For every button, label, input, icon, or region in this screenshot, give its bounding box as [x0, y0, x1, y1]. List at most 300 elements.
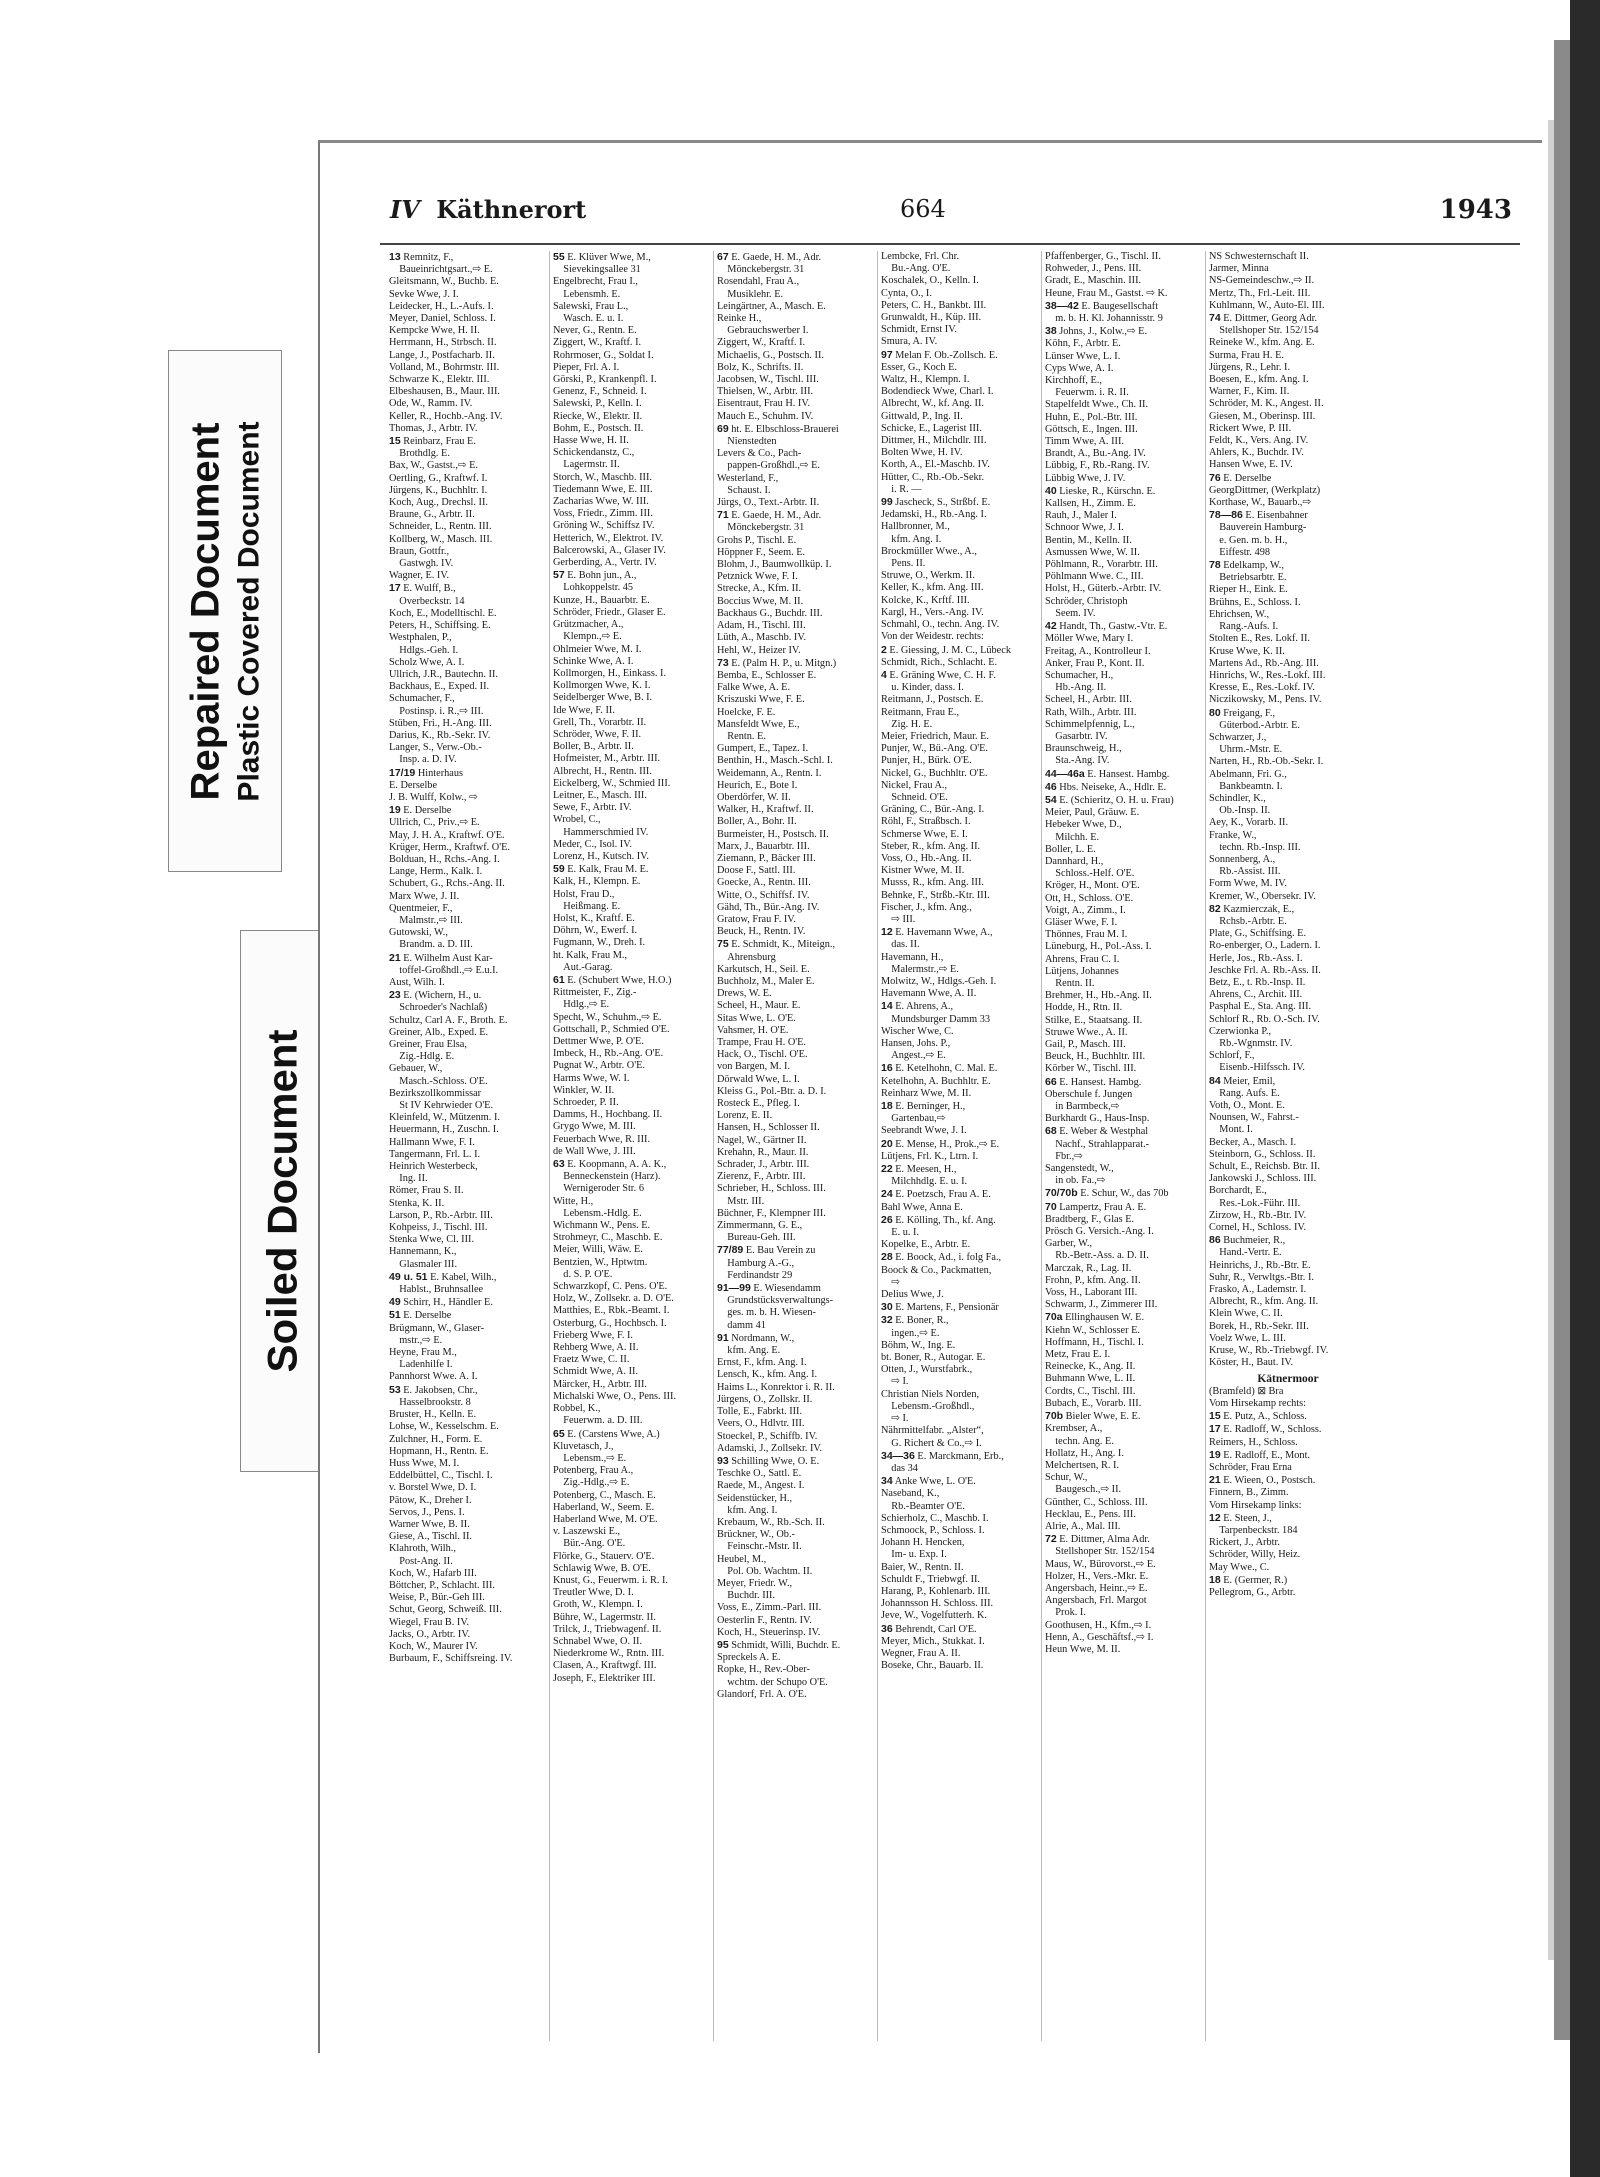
directory-entry: Brügmann, W., Glaser-	[389, 1322, 485, 1334]
directory-entry: Ropke, H., Rev.-Ober-	[717, 1664, 810, 1676]
directory-entry: Milchh. E.	[1045, 831, 1100, 843]
directory-entry: Ehrichsen, W.,	[1209, 608, 1270, 620]
directory-entry: Lebensm.-Hdlg. E.	[553, 1207, 642, 1219]
directory-entry: Plate, G., Schiffsing. E.	[1209, 928, 1307, 940]
directory-entry: Döhrn, W., Ewerf. I.	[553, 925, 638, 937]
directory-entry: Heubel, M.,	[717, 1553, 767, 1565]
directory-entry: Bodendieck Wwe, Charl. I.	[881, 386, 994, 398]
directory-entry: Lange, J., Postfacharb. II.	[389, 349, 495, 361]
directory-entry: Eddelbüttel, C., Tischl. I.	[389, 1470, 493, 1482]
directory-entry: m. b. H. Kl. Johannisstr. 9	[1045, 313, 1163, 325]
directory-entry: Sievekingsallee 31	[553, 264, 641, 276]
directory-entry: Struwe Wwe., A. II.	[1045, 1026, 1128, 1038]
directory-entry: 78—86 E. Eisenbahner	[1209, 509, 1308, 522]
directory-entry: 59 E. Kalk, Frau M. E.	[553, 863, 649, 876]
directory-entry: Angest.,⇨ E.	[881, 1050, 946, 1062]
directory-entry: Borek, H., Rb.-Sekr. III.	[1209, 1320, 1309, 1332]
directory-entry: Schaust. I.	[717, 484, 771, 496]
directory-entry: Bezirkszollkommissar	[389, 1087, 482, 1099]
directory-entry: Hansen, Johs. P.,	[881, 1038, 951, 1049]
directory-entry: Schrader, J., Arbtr. III.	[717, 1159, 810, 1171]
directory-entry: Angersbach, Heinr.,⇨ E.	[1045, 1582, 1148, 1594]
directory-entry: Hansen, H., Schlosser II.	[717, 1122, 820, 1134]
directory-entry: Rb.-Wgnmstr. IV.	[1209, 1038, 1293, 1049]
directory-entry: Stoeckel, P., Schiffb. IV.	[717, 1430, 818, 1442]
column-1	[386, 251, 550, 2041]
directory-entry: 70/70b E. Schur, W., das 70b	[1045, 1187, 1169, 1200]
directory-entry: Bentzien, W., Hptwtm.	[553, 1256, 648, 1268]
directory-entry: Hack, O., Tischl. O'E.	[717, 1049, 808, 1061]
directory-entry: Buchholz, M., Maler E.	[717, 975, 815, 987]
directory-entry: 13 Remnitz, F.,	[389, 251, 454, 263]
directory-entry: Vom Hirsekamp links:	[1209, 1499, 1302, 1511]
directory-entry: Pellegrom, G., Arbtr.	[1209, 1586, 1296, 1598]
directory-entry: NS Schwesternschaft II.	[1209, 251, 1309, 262]
directory-entry: Schloss.-Helf. O'E.	[1045, 868, 1135, 880]
directory-entry: Trampe, Frau H. O'E.	[717, 1037, 806, 1048]
directory-entry: Jürgens, O., Zollskr. II.	[717, 1393, 813, 1405]
directory-entry: Ode, W., Ramm. IV.	[389, 398, 473, 410]
directory-entry: Backhaus G., Buchdr. III.	[717, 607, 823, 619]
directory-entry: Jeve, W., Vogelfutterh. K.	[881, 1610, 988, 1622]
directory-entry: Franke, W.,	[1209, 829, 1257, 841]
directory-entry: Schut, Georg, Schweiß. III.	[389, 1604, 502, 1616]
directory-entry: Potenberg, C., Masch. E.	[553, 1489, 656, 1501]
directory-entry: Bubach, E., Vorarb. III.	[1045, 1397, 1142, 1409]
directory-entry: Kruse Wwe, K. II.	[1209, 645, 1285, 657]
directory-entry: Voss, O., Hb.-Ang. II.	[881, 852, 972, 864]
directory-entry: Rohweder, J., Pens. III.	[1045, 263, 1142, 275]
directory-entry: Gläser Wwe, F. I.	[1045, 916, 1118, 928]
directory-entry: Höppner F., Seem. E.	[717, 546, 806, 558]
directory-entry: 12 E. Steen, J.,	[1209, 1511, 1272, 1524]
directory-entry: Johannsson H. Schloss. III.	[881, 1598, 994, 1610]
directory-entry: kfm. Ang. E.	[717, 1345, 781, 1357]
directory-entry: bt. Boner, R., Autogar. E.	[881, 1352, 986, 1364]
directory-entry: Kollmorgen, H., Einkass. I.	[553, 667, 667, 679]
directory-entry: Lübbig Wwe, J. IV.	[1045, 472, 1126, 484]
directory-entry: 32 E. Boner, R.,	[881, 1314, 949, 1327]
directory-entry: 54 E. (Schieritz, O. H. u. Frau)	[1045, 793, 1174, 806]
directory-entry: Rchsb.-Arbtr. E.	[1209, 915, 1287, 927]
directory-entry: Krebaum, W., Rb.-Sch. II.	[717, 1516, 825, 1528]
directory-entry: Zimmermann, G. E.,	[717, 1220, 803, 1232]
directory-entry: 72 E. Dittmer, Alma Adr.	[1045, 1533, 1150, 1546]
directory-entry: Bureau-Geh. III.	[717, 1232, 796, 1244]
directory-entry: Vahsmer, H. O'E.	[717, 1024, 789, 1036]
directory-entry: Matthies, E., Rbk.-Beamt. I.	[553, 1305, 670, 1317]
directory-entry: Mstr. III.	[717, 1195, 765, 1207]
directory-entry: Adamski, J., Zollsekr. IV.	[717, 1442, 823, 1454]
directory-entry: Keller, K., kfm. Ang. III.	[881, 582, 984, 594]
directory-entry: Voss, H., Laborant III.	[1045, 1287, 1138, 1299]
directory-entry: Voelz Wwe, L. III.	[1209, 1332, 1286, 1344]
directory-entry: Cornel, H., Schloss. IV.	[1209, 1222, 1307, 1234]
directory-entry: 66 E. Hansest. Hambg.	[1045, 1075, 1142, 1088]
repaired-plastic-label	[168, 350, 282, 872]
directory-entry: Korthase, W., Bauarb.,⇨	[1209, 497, 1312, 509]
directory-entry: Greiner, Alb., Exped. E.	[389, 1026, 489, 1038]
directory-entry: G. Richert & Co.,⇨ I.	[881, 1437, 982, 1449]
directory-entry: Reineke W., kfm. Ang. E.	[1209, 337, 1315, 349]
directory-entry: 91 Nordmann, W.,	[717, 1331, 795, 1344]
directory-entry: Rang. Aufs. E.	[1209, 1087, 1280, 1099]
section-number: IV	[390, 195, 420, 224]
directory-entry: Pieper, Frl. A. I.	[553, 361, 620, 373]
directory-entry: Grygo Wwe, M. III.	[553, 1121, 636, 1133]
directory-entry: 30 E. Martens, F., Pensionär	[881, 1301, 999, 1314]
directory-entry: Benthin, H., Masch.-Schl. I.	[717, 755, 833, 767]
directory-entry: Herle, Jos., Rb.-Ass. I.	[1209, 952, 1303, 964]
directory-entry: techn. Rb.-Insp. III.	[1209, 841, 1301, 853]
directory-entry: ht. Kalk, Frau M.,	[553, 949, 628, 961]
directory-entry: Mauch E., Schuhm. IV.	[717, 410, 814, 422]
directory-entry: Brothdlg. E.	[389, 448, 450, 460]
directory-entry: Mertz, Th., Frl.-Leit. III.	[1209, 287, 1311, 299]
directory-entry: in Barmbeck,⇨	[1045, 1101, 1120, 1113]
directory-entry: Gerberding, A., Vertr. IV.	[553, 557, 657, 569]
directory-entry: 21 E. Wilhelm Aust Kar-	[389, 951, 493, 964]
directory-entry: Lagermstr. II.	[553, 459, 620, 471]
directory-entry: Schumacher, F.,	[389, 693, 455, 705]
directory-entry: Bruster, H., Kelln. E.	[389, 1409, 477, 1421]
directory-entry: 49 u. 51 E. Kabel, Wilh.,	[389, 1270, 497, 1283]
directory-entry: Albrecht, W., kf. Ang. II.	[881, 398, 984, 410]
directory-entry: Huss Wwe, M. I.	[389, 1457, 460, 1469]
directory-entry: Dettmer Wwe, P. O'E.	[553, 1036, 644, 1047]
directory-entry: Joseph, F., Elektriker III.	[553, 1672, 656, 1684]
directory-entry: Cordts, C., Tischl. III.	[1045, 1385, 1136, 1397]
directory-entry: Albrecht, R., kfm. Ang. II.	[1209, 1296, 1319, 1308]
directory-entry: Wischer Wwe, C.	[881, 1025, 954, 1037]
directory-entry: Volland, M., Bohrmstr. III.	[389, 361, 500, 373]
directory-entry: 23 E. (Wichern, H., u.	[389, 989, 482, 1002]
directory-entry: Servos, J., Pens. I.	[389, 1506, 465, 1518]
directory-entry: Krembser, A.,	[1045, 1423, 1103, 1435]
directory-entry: E. Derselbe	[389, 779, 438, 791]
directory-entry: Böhm, W., Ing. E.	[881, 1339, 956, 1351]
directory-entry: Finnern, B., Zimm.	[1209, 1487, 1289, 1499]
directory-entry: Reitmann, Frau E.,	[881, 706, 960, 718]
directory-entry: ingen.,⇨ E.	[881, 1327, 940, 1339]
directory-entry: Milchhdlg. E. u. I.	[881, 1176, 968, 1188]
directory-entry: Hoffmann, H., Tischl. I.	[1045, 1336, 1144, 1348]
directory-entry: Jürgs, O., Text.-Arbtr. II.	[717, 497, 820, 509]
directory-entry: Leidecker, H., L.-Aufs. I.	[389, 300, 494, 312]
directory-entry: 42 Handt, Th., Gastw.-Vtr. E.	[1045, 620, 1168, 633]
directory-entry: Balcerowski, A., Glaser IV.	[553, 544, 666, 556]
directory-entry: Feuerbach Wwe, R. III.	[553, 1133, 651, 1145]
directory-entry: Hannemann, K.,	[389, 1246, 457, 1258]
directory-entry: Feuerwm. i. R. II.	[1045, 387, 1129, 399]
directory-entry: Brehmer, H., Hb.-Ang. II.	[1045, 990, 1152, 1002]
directory-entry: Stenka, K. II.	[389, 1197, 445, 1209]
directory-entry: Hammerschmied IV.	[553, 826, 649, 838]
repaired-label: Repaired Document	[183, 422, 228, 800]
directory-entry: Michalski Wwe, O., Pens. III.	[553, 1390, 677, 1402]
directory-entry: Eickelberg, W., Schmied III.	[553, 777, 671, 789]
directory-entry: Schmidt Wwe, A. II.	[553, 1366, 639, 1378]
directory-entry: Reinke H.,	[717, 313, 762, 325]
directory-entry: 36 Behrendt, Carl O'E.	[881, 1622, 977, 1635]
directory-entry: 40 Lieske, R., Kürschn. E.	[1045, 484, 1156, 497]
directory-entry: Meier, Willi, Wäw. E.	[553, 1244, 643, 1256]
directory-entry: Schröder, M. K., Angest. II.	[1209, 398, 1324, 410]
directory-entry: Huhn, E., Pol.-Btr. III.	[1045, 411, 1138, 423]
directory-entry: Prok. I.	[1045, 1607, 1086, 1619]
directory-entry: Anker, Frau P., Kont. II.	[1045, 657, 1145, 669]
directory-entry: Suhr, R., Verwltgs.-Btr. I.	[1209, 1271, 1314, 1283]
directory-entry: Malermstr.,⇨ E.	[881, 963, 959, 975]
directory-entry: Molwitz, W., Hdlgs.-Geh. I.	[881, 975, 997, 987]
directory-entry: 53 E. Jakobsen, Chr.,	[389, 1383, 478, 1396]
directory-entry: 17 E. Radloff, W., Schloss.	[1209, 1423, 1322, 1436]
directory-entry: Brückner, W., Ob.-	[717, 1529, 795, 1541]
directory-entry: Hoelcke, F. E.	[717, 706, 776, 718]
directory-entry: Schubert, G., Rchs.-Ang. II.	[389, 878, 505, 890]
directory-entry: Hofmeister, M., Arbtr. III.	[553, 753, 661, 765]
directory-entry: Baier, W., Rentn. II.	[881, 1561, 964, 1573]
directory-entry: Ziemann, P., Bäcker III.	[717, 852, 816, 864]
directory-entry: Imbeck, H., Rb.-Ang. O'E.	[553, 1048, 664, 1060]
directory-entry: Koschalek, O., Kelln. I.	[881, 275, 979, 287]
directory-entry: von Bargen, M. I.	[717, 1061, 791, 1073]
directory-entry: Boller, L. E.	[1045, 843, 1096, 855]
directory-entry: Seidelberger Wwe, B. I.	[553, 692, 653, 704]
directory-entry: Schindler, K.,	[1209, 792, 1266, 804]
directory-entry: Holst, H., Güterb.-Arbtr. IV.	[1045, 583, 1162, 595]
directory-entry: Frieberg Wwe, F. I.	[553, 1329, 634, 1341]
directory-entry: Pugnat W., Arbtr. O'E.	[553, 1060, 645, 1072]
directory-entry: Köster, H., Baut. IV.	[1209, 1357, 1294, 1369]
directory-entry: Im- u. Exp. I.	[881, 1549, 947, 1561]
directory-entry: E. u. I.	[881, 1227, 920, 1239]
directory-entry: Rath, Wilh., Arbtr. III.	[1045, 706, 1137, 718]
directory-entry: Schickendanstz, C.,	[553, 447, 635, 459]
directory-entry: Schmerse Wwe, E. I.	[881, 828, 968, 840]
directory-entry: Frasko, A., Lademstr. I.	[1209, 1284, 1307, 1296]
directory-entry: Punjer, W., Bü.-Ang. O'E.	[881, 743, 988, 755]
directory-entry: Kopelke, E., Arbtr. E.	[881, 1239, 971, 1251]
directory-entry: Güterbod.-Arbtr. E.	[1209, 719, 1300, 731]
directory-entry: Heuermann, H., Zuschn. I.	[389, 1124, 499, 1136]
directory-entry: Strecke, A., Kfm. II.	[717, 583, 802, 595]
directory-entry: Res.-Lok.-Führ. III.	[1209, 1197, 1301, 1209]
directory-entry: Flörke, G., Stauerv. O'E.	[553, 1550, 655, 1562]
directory-entry: Schwarzer, J.,	[1209, 731, 1267, 743]
directory-entry: Burmeister, H., Postsch. II.	[717, 828, 829, 840]
directory-entry: Holz, W., Zollsekr. a. D. O'E.	[553, 1293, 674, 1305]
directory-entry: Czerwionka P.,	[1209, 1025, 1272, 1037]
directory-entry: Feuerwm. a. D. III.	[553, 1415, 643, 1427]
directory-entry: Kohpeiss, J., Tischl. III.	[389, 1222, 488, 1234]
directory-entry: Kalk, H., Klempn. E.	[553, 876, 641, 888]
directory-entry: Sitas Wwe, L. O'E.	[717, 1012, 796, 1024]
directory-entry: Warner, F., Kim. II.	[1209, 386, 1290, 398]
directory-entry: Pöhlmann, R., Vorarbtr. III.	[1045, 559, 1158, 571]
directory-entry: Körber W., Tischl. III.	[1045, 1063, 1137, 1075]
directory-entry: Aut.-Garag.	[553, 961, 613, 973]
directory-entry: Narten, H., Rb.-Ob.-Sekr. I.	[1209, 756, 1324, 768]
directory-entry: May Wwe., C.	[1209, 1561, 1270, 1573]
directory-entry: Lebensm.,⇨ E.	[553, 1452, 627, 1464]
directory-entry: GeorgDittmer, (Werkplatz)	[1209, 484, 1321, 496]
directory-entry: Ahrensburg	[717, 951, 776, 963]
directory-entry: Boesen, E., kfm. Ang. I.	[1209, 374, 1309, 386]
directory-entry: Leingärtner, A., Masch. E.	[717, 300, 826, 312]
directory-entry: Pannhorst Wwe. A. I.	[389, 1371, 478, 1383]
directory-entry: 70b Bieler Wwe, E. E.	[1045, 1410, 1141, 1423]
directory-entry: Walker, H., Kraftwf. II.	[717, 804, 814, 816]
directory-entry: Malmstr.,⇨ III.	[389, 914, 463, 926]
directory-entry: Bolduan, H., Rchs.-Ang. I.	[389, 853, 500, 865]
directory-entry: Storch, W., Maschb. III.	[553, 471, 652, 483]
directory-entry: Aust, Wilh. I.	[389, 976, 445, 988]
directory-entry: Hebeker Wwe, D.,	[1045, 819, 1122, 831]
plastic-covered-label: Plastic Covered Document	[232, 420, 266, 802]
directory-entry: Kleiss G., Pol.-Btr. a. D. I.	[717, 1085, 827, 1097]
directory-entry: Heinrich Westerbeck,	[389, 1161, 478, 1173]
directory-entry: Bolten Wwe, H. IV.	[881, 447, 963, 459]
directory-entry: Stilke, E., Staatsang. II.	[1045, 1014, 1143, 1026]
directory-entry: Schlorf, F.,	[1209, 1050, 1255, 1062]
directory-entry: Brühns, E., Schloss. I.	[1209, 596, 1301, 608]
directory-entry: Langer, S., Verw.-Ob.-	[389, 742, 482, 754]
directory-entry: ⇨	[881, 1276, 900, 1288]
page-header	[320, 195, 1542, 235]
directory-entry: Kistner Wwe, M. II.	[881, 865, 965, 877]
directory-entry: Meier, Paul, Gräuw. E.	[1045, 807, 1140, 819]
directory-entry: 12 E. Havemann Wwe, A.,	[881, 926, 993, 939]
directory-entry: Koch, H., Steuerinsp. IV.	[717, 1626, 821, 1638]
directory-entry: Sewe, F., Arbtr. IV.	[553, 802, 632, 814]
directory-entry: Rittmeister, F., Zig.-	[553, 987, 637, 999]
directory-entry: Glandorf, Frl. A. O'E.	[717, 1688, 807, 1700]
directory-entry: Heißmang. E.	[553, 900, 621, 912]
directory-entry: Schröder, Christoph	[1045, 595, 1128, 607]
directory-entry: May, J. H. A., Kraftwf. O'E.	[389, 829, 505, 841]
directory-entry: Bühre, W., Lagermstr. II.	[553, 1611, 656, 1623]
directory-entry: Veers, O., Hdlvtr. III.	[717, 1418, 805, 1430]
directory-entry: Harang, P., Kohlenarb. III.	[881, 1585, 991, 1597]
directory-entry: 20 E. Mense, H., Prok.,⇨ E.	[881, 1137, 1000, 1150]
directory-entry: Peters, C. H., Bankbt. III.	[881, 299, 987, 311]
directory-entry: Tiedemann Wwe, E. III.	[553, 483, 653, 495]
directory-entry: Betriebsarbtr. E.	[1209, 572, 1287, 584]
directory-entry: ⇨ I.	[881, 1376, 909, 1388]
directory-entry: Boller, B., Arbtr. II.	[553, 741, 634, 753]
directory-entry: Gumpert, E., Tapez. I.	[717, 743, 809, 755]
directory-entry: Peters, H., Schiffsing. E.	[389, 620, 491, 632]
directory-entry: Lütjens, Johannes	[1045, 965, 1119, 977]
directory-entry: Seebrandt Wwe, J. I.	[881, 1125, 967, 1137]
directory-entry: Stellshoper Str. 152/154	[1045, 1546, 1155, 1558]
directory-entry: 75 E. Schmidt, K., Miteign.,	[717, 938, 836, 951]
directory-entry: Steinborn, G., Schloss. II.	[1209, 1148, 1316, 1160]
directory-entry: Giese, A., Tischl. II.	[389, 1531, 472, 1543]
directory-entry: Schlorf R., Rb. O.-Sch. IV.	[1209, 1013, 1320, 1025]
directory-entry: Koch, Aug., Drechsl. II.	[389, 497, 488, 509]
directory-entry: Gradt, E., Maschin. III.	[1045, 275, 1142, 287]
directory-entry: Darius, K., Rb.-Sekr. IV.	[389, 729, 491, 741]
directory-entry: Schinke Wwe, A. I.	[553, 655, 634, 667]
directory-entry: mstr.,⇨ E.	[389, 1334, 443, 1346]
directory-entry: Eisentraut, Frau H. IV.	[717, 398, 811, 410]
directory-entry: techn. Ang. E.	[1045, 1435, 1114, 1447]
directory-entry: Thönnes, Frau M. I.	[1045, 929, 1128, 941]
directory-entry: Schur, W.,	[1045, 1472, 1088, 1484]
directory-entry: Behnke, F., Strßb.-Ktr. III.	[881, 889, 990, 901]
directory-entry: 70 Lampertz, Frau A. E.	[1045, 1200, 1147, 1213]
directory-entry: Hdlgs.-Geh. I.	[389, 644, 459, 656]
directory-entry: 4 E. Gräning Wwe, C. H. F.	[881, 668, 996, 681]
directory-entry: Masch.-Schloss. O'E.	[389, 1075, 488, 1087]
soiled-label: Soiled Document	[259, 1029, 307, 1373]
directory-entry: Lange, Herm., Kalk. I.	[389, 866, 483, 878]
directory-entry: Levers & Co., Pach-	[717, 448, 802, 460]
directory-entry: Gittwald, P., Ing. II.	[881, 410, 963, 422]
directory-entry: Groth, W., Klempn. I.	[553, 1599, 643, 1611]
directory-entry: 95 Schmidt, Willi, Buchdr. E.	[717, 1638, 841, 1651]
directory-entry: Trilck, J., Triebwagenf. II.	[553, 1623, 662, 1635]
directory-entry: Weidemann, A., Rentn. I.	[717, 767, 822, 779]
directory-entry: Westerland, F.,	[717, 472, 779, 484]
directory-entry: Nachf., Strahlapparat.-	[1045, 1138, 1150, 1150]
directory-entry: Nickel, G., Buchhltr. O'E.	[881, 767, 988, 779]
directory-entry: 22 E. Meesen, H.,	[881, 1163, 957, 1176]
directory-entry: Kröger, H., Mont. O'E.	[1045, 880, 1140, 892]
directory-entry: Engelbrecht, Frau I.,	[553, 276, 638, 288]
directory-entry: Scheel, H., Arbtr. III.	[1045, 694, 1132, 706]
directory-entry: Niczikowsky, M., Pens. IV.	[1209, 694, 1322, 706]
directory-entry: Hecklau, E., Pens. III.	[1045, 1508, 1136, 1520]
directory-entry: Stüben, Fri., H.-Ang. III.	[389, 717, 492, 729]
directory-entry: Wichmann W., Pens. E.	[553, 1220, 651, 1232]
directory-entry: Kallsen, H., Zimm. E.	[1045, 498, 1136, 510]
directory-entry: Eiffestr. 498	[1209, 546, 1271, 558]
directory-entry: 28 E. Boock, Ad., i. folg Fa.,	[881, 1251, 1002, 1264]
directory-entry: in ob. Fa.,⇨	[1045, 1175, 1106, 1187]
column-4	[878, 251, 1042, 2041]
directory-entry: Punjer, H., Bürk. O'E.	[881, 755, 972, 767]
directory-entry: 99 Jascheck, S., Strßbf. E.	[881, 496, 991, 509]
directory-entry: 73 E. (Palm H. P., u. Mitgn.)	[717, 656, 837, 669]
directory-entry: 46 Hbs. Neiseke, A., Hdlr. E.	[1045, 780, 1167, 793]
directory-entry: Goecke, A., Rentn. III.	[717, 877, 811, 889]
directory-entry: Jacks, O., Arbtr. IV.	[389, 1628, 471, 1640]
directory-entry: Cyps Wwe, A. I.	[1045, 362, 1114, 374]
directory-entry: Prösch G. Versich.-Ang. I.	[1045, 1226, 1154, 1238]
directory-entry: Herrmann, H., Strbsch. II.	[389, 337, 497, 349]
directory-entry: Braunschweig, H.,	[1045, 743, 1122, 755]
directory-entry: Heinrichs, J., Rb.-Btr. E.	[1209, 1259, 1311, 1271]
directory-entry: Hallbronner, M.,	[881, 521, 950, 533]
directory-entry: 80 Freigang, F.,	[1209, 706, 1276, 719]
directory-entry: Schicke, E., Lagerist III.	[881, 422, 982, 434]
directory-entry: Schwarzkopf, C. Pens. O'E.	[553, 1281, 668, 1293]
directory-entry: Schrieber, H., Schloss. III.	[717, 1183, 826, 1195]
directory-entry: Dörwald Wwe, L. I.	[717, 1073, 800, 1085]
directory-entry: Kriszuski Wwe, F. E.	[717, 694, 805, 706]
directory-entry: Reitmann, J., Postsch. E.	[881, 694, 984, 706]
directory-entry: Schneider, L., Rentn. III.	[389, 521, 492, 533]
directory-entry: 84 Meier, Emil,	[1209, 1074, 1276, 1087]
directory-entry: 97 Melan F. Ob.-Zollsch. E.	[881, 348, 998, 361]
directory-entry: Sangenstedt, W.,	[1045, 1163, 1114, 1175]
directory-entry: Kirchhoff, E.,	[1045, 375, 1102, 387]
directory-entry: Gähd, Th., Bür.-Ang. IV.	[717, 901, 820, 913]
directory-entry: 63 E. Koopmann, A. A. K.,	[553, 1158, 667, 1171]
